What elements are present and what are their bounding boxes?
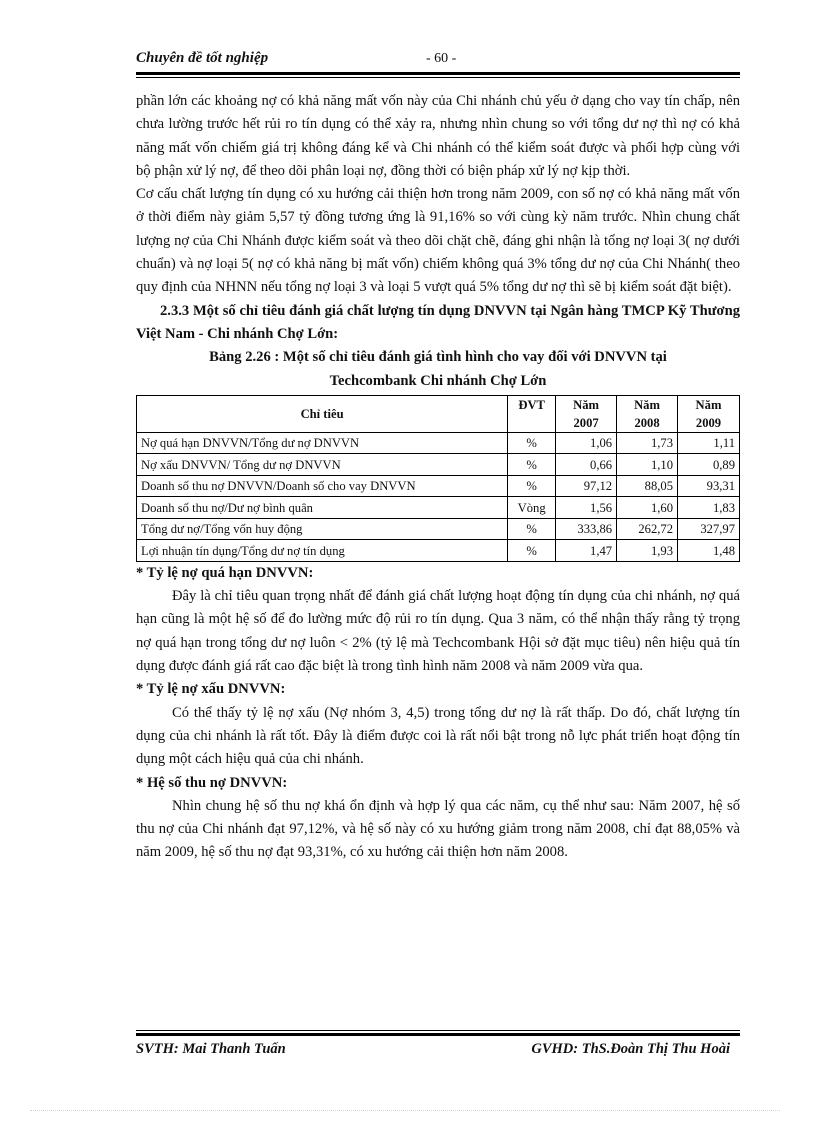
- row-label: Doanh số thu nợ DNVVN/Doanh số cho vay DNVVN: [137, 475, 508, 497]
- cell-2008: 262,72: [617, 518, 678, 540]
- header-title: Chuyên đề tốt nghiệp: [136, 50, 269, 66]
- cell-2008: 88,05: [617, 475, 678, 497]
- cell-2007: 1,47: [556, 540, 617, 562]
- cell-2007: 97,12: [556, 475, 617, 497]
- row-unit: %: [508, 540, 556, 562]
- row-label: Tổng dư nợ/Tổng vốn huy động: [137, 518, 508, 540]
- table-header-row: [137, 395, 740, 432]
- footer-rule: [136, 1033, 740, 1036]
- paragraph-2: Cơ cấu chất lượng tín dụng có xu hướng cải thiện hơn trong năm 2009, con số nợ có khả năng mất vốn ở thời điểm này giảm 5,57 tỷ đồng tương ứng là 91,16% so với cùng kỳ năm trước. Nhìn chung chất lượng nợ của Chi Nhánh được kiểm soát và theo dõi chặt chẽ, đáng ghi nhận là tổng nợ loại 3( nợ dưới chuẩn) và nợ loại 5( nợ có khả năng bị mất vốn) chiếm không quá 3% tổng dư nợ của Chi Nhánh( theo quy định của NHNN nếu tổng nợ loại 3 và loại 5 vượt quá 5% tổng dư nợ thì sẽ bị kiểm soát đặt biệt).: [136, 186, 740, 296]
- col-header-2007: Năm 2007: [556, 395, 617, 432]
- col-header-2009: Năm 2009: [678, 395, 740, 432]
- header-rule: [136, 72, 740, 75]
- footer-advisor: GVHD: ThS.Đoàn Thị Thu Hoài: [531, 1041, 730, 1057]
- col-header-unit: ĐVT: [508, 395, 556, 432]
- subheading-collection-ratio: * Hệ số thu nợ DNVVN:: [136, 774, 288, 791]
- cell-2009: 327,97: [678, 518, 740, 540]
- paragraph-collection-ratio: Nhìn chung hệ số thu nợ khá ổn định và hợp lý qua các năm, cụ thể như sau: Năm 2007, hệ số thu nợ của Chi nhánh đạt 97,12%, và hệ số này có xu hướng giảm trong năm 2008, chỉ đạt 88,05% và năm 2009, hệ số thu nợ đạt 93,31%, có xu hướng cải thiện hơn năm 2008.: [136, 797, 740, 861]
- table-row: [137, 497, 740, 519]
- paragraph-overdue-ratio: Đây là chỉ tiêu quan trọng nhất để đánh giá chất lượng hoạt động tín dụng của chi nhánh, nợ quá hạn cũng là một hệ số để đo lường mức độ rủi ro tín dụng. Qua 3 năm, có thể nhận thấy rằng tỷ trọng nợ quá hạn trong tổng dư nợ luôn < 2% (tỷ lệ mà Techcombank Hội sở đặt mục tiêu) nên hiệu quả tín dụng được đánh giá rất cao đặc biệt là trong tình hình năm 2008 và năm 2009 vừa qua.: [136, 588, 740, 675]
- row-unit: %: [508, 475, 556, 497]
- table-row: [137, 475, 740, 497]
- footer-student: SVTH: Mai Thanh Tuấn: [136, 1041, 286, 1057]
- cell-2008: 1,10: [617, 454, 678, 476]
- row-label: Nợ quá hạn DNVVN/Tổng dư nợ DNVVN: [137, 432, 508, 454]
- table-row: [137, 518, 740, 540]
- cell-2007: 333,86: [556, 518, 617, 540]
- paragraph-bad-debt-ratio: Có thể thấy tỷ lệ nợ xấu (Nợ nhóm 3, 4,5) trong tổng dư nợ là rất thấp. Do đó, chất lượng tín dụng của chi nhánh là rất tốt. Đây là điểm được coi là rất nổi bật trong nỗ lực phát triển hoạt động tín dụng một cách hiệu quả của chi nhánh.: [136, 704, 740, 768]
- footer-rule-thin: [136, 1030, 740, 1031]
- row-label: Doanh số thu nợ/Dư nợ bình quân: [137, 497, 508, 519]
- cell-2009: 1,48: [678, 540, 740, 562]
- header-rule-thin: [136, 77, 740, 78]
- col-header-2008: Năm 2008: [617, 395, 678, 432]
- subheading-bad-debt-ratio: * Tỷ lệ nợ xấu DNVVN:: [136, 681, 286, 698]
- page-header: [136, 50, 740, 70]
- page-number: - 60 -: [426, 51, 457, 66]
- row-label: Lợi nhuận tín dụng/Tổng dư nợ tín dụng: [137, 540, 508, 562]
- row-unit: %: [508, 518, 556, 540]
- table-row: [137, 454, 740, 476]
- page-bottom-edge: [30, 1110, 780, 1111]
- row-unit: %: [508, 454, 556, 476]
- cell-2009: 1,11: [678, 432, 740, 454]
- table-row: [137, 432, 740, 454]
- cell-2009: 0,89: [678, 454, 740, 476]
- cell-2009: 93,31: [678, 475, 740, 497]
- table-caption-line2: Techcombank Chi nhánh Chợ Lớn: [329, 372, 547, 389]
- col-header-indicator: Chỉ tiêu: [137, 395, 508, 432]
- row-unit: Vòng: [508, 497, 556, 519]
- row-label: Nợ xấu DNVVN/ Tổng dư nợ DNVVN: [137, 454, 508, 476]
- cell-2007: 1,56: [556, 497, 617, 519]
- cell-2007: 0,66: [556, 454, 617, 476]
- page-footer: [136, 1041, 740, 1061]
- paragraph-1: phần lớn các khoảng nợ có khả năng mất vốn này của Chi nhánh chủ yếu ở dạng cho vay tín chấp, nên chưa lường trước hết rủi ro tín dụng có thể xảy ra, nhưng nhìn chung so với tổng dư nợ thì nợ có khả năng mất vốn chiếm giá trị không đáng kể và Chi nhánh có thể kiểm soát được và phối hợp cùng với bộ phận xử lý nợ, để theo dõi phân loại nợ, đồng thời có biện pháp xử lý nợ kịp thời.: [136, 93, 740, 179]
- indicator-table: [136, 395, 740, 562]
- cell-2008: 1,60: [617, 497, 678, 519]
- row-unit: %: [508, 432, 556, 454]
- table-caption: Bảng 2.26 : Một số chỉ tiêu đánh giá tình hình cho vay đối với DNVVN tại: [209, 349, 667, 366]
- cell-2008: 1,73: [617, 432, 678, 454]
- cell-2008: 1,93: [617, 540, 678, 562]
- table-row: [137, 540, 740, 562]
- body-content: [136, 90, 740, 865]
- cell-2009: 1,83: [678, 497, 740, 519]
- subheading-overdue-ratio: * Tỷ lệ nợ quá hạn DNVVN:: [136, 564, 314, 581]
- cell-2007: 1,06: [556, 432, 617, 454]
- section-heading: 2.3.3 Một số chỉ tiêu đánh giá chất lượng tín dụng DNVVN tại Ngân hàng TMCP Kỹ Thương Việt Nam - Chi nhánh Chợ Lớn:: [136, 302, 740, 342]
